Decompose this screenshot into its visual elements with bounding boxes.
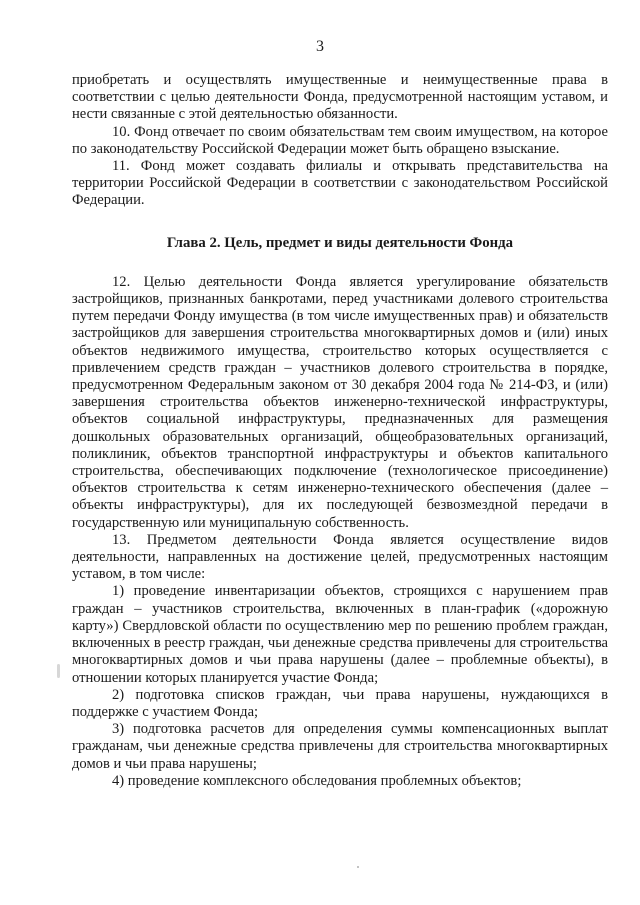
page-number: 3 [316,38,324,55]
paragraph-13: 13. Предметом деятельности Фонда является осуществление видов деятельности, направленных на достижение целей, предусмотренных настоящим уставом, в том числе: [72,531,608,583]
paragraph-continuation: приобретать и осуществлять имущественные и неимущественные права в соответствии с целью деятельности Фонда, предусмотренной настоящим уставом, и нести связанные с этой деятельностью обязанности. [72,72,608,123]
paragraph-12: 12. Целью деятельности Фонда является урегулирование обязательств застройщиков, признанных банкротами, перед участниками долевого строительства путем передачи Фонду имущества (в том числе имущественных прав) и обязательств застройщиков для завершения строительства многоквартирных домов и (или) иных объектов недвижимого имущества, строительство которых осуществляется с привлечением средств граждан – участников долевого строительства в порядке, предусмотренном Федеральным законом от 30 декабря 2004 года № 214-ФЗ, и (или) завершения строительства объектов инженерно-технической инфраструктуры, объектов социальной инфраструктуры, предназначенных для размещения дошкольных образовательных организаций, общеобразовательных организаций, поликлиник, объектов транспортной инфраструктуры и объектов капитального строительства, обеспечивающих подключение (технологическое присоединение) объектов строительства к сетям инженерно-технического обеспечения (далее – объекты инфраструктуры), для их последующей безвозмездной передачи в государственную или муниципальную собственность. [72,273,608,531]
document-body [72,72,608,790]
list-item-4: 4) проведение комплексного обследования проблемных объектов; [112,772,522,789]
list-item-3: 3) подготовка расчетов для определения суммы компенсационных выплат гражданам, чьи денежные средства привлечены для строительства многоквартирных домов и чьи права нарушены; [72,721,608,772]
scan-artifact-mark [57,664,60,678]
chapter-heading: Глава 2. Цель, предмет и виды деятельности Фонда [166,234,514,251]
list-item-2: 2) подготовка списков граждан, чьи права нарушены, нуждающихся в поддержке с участием Фонда; [72,686,608,720]
scan-artifact-dot [357,866,359,868]
paragraph-11: 11. Фонд может создавать филиалы и открывать представительства на территории Российской Федерации в соответствии с законодательством Российской Федерации. [72,158,608,209]
list-item-1: 1) проведение инвентаризации объектов, строящихся с нарушением прав граждан – участников строительства, включенных в план-график («дорожную карту») Свердловской области по осуществлению мер по решению проблем граждан, включенных в реестр граждан, чьи денежные средства привлечены для строительства многоквартирных домов и чьи права нарушены (далее – проблемные объекты), в отношении которых планируется участие Фонда; [72,583,608,686]
paragraph-10: 10. Фонд отвечает по своим обязательствам тем своим имуществом, на которое по законодательству Российской Федерации может быть обращено взыскание. [72,123,608,157]
